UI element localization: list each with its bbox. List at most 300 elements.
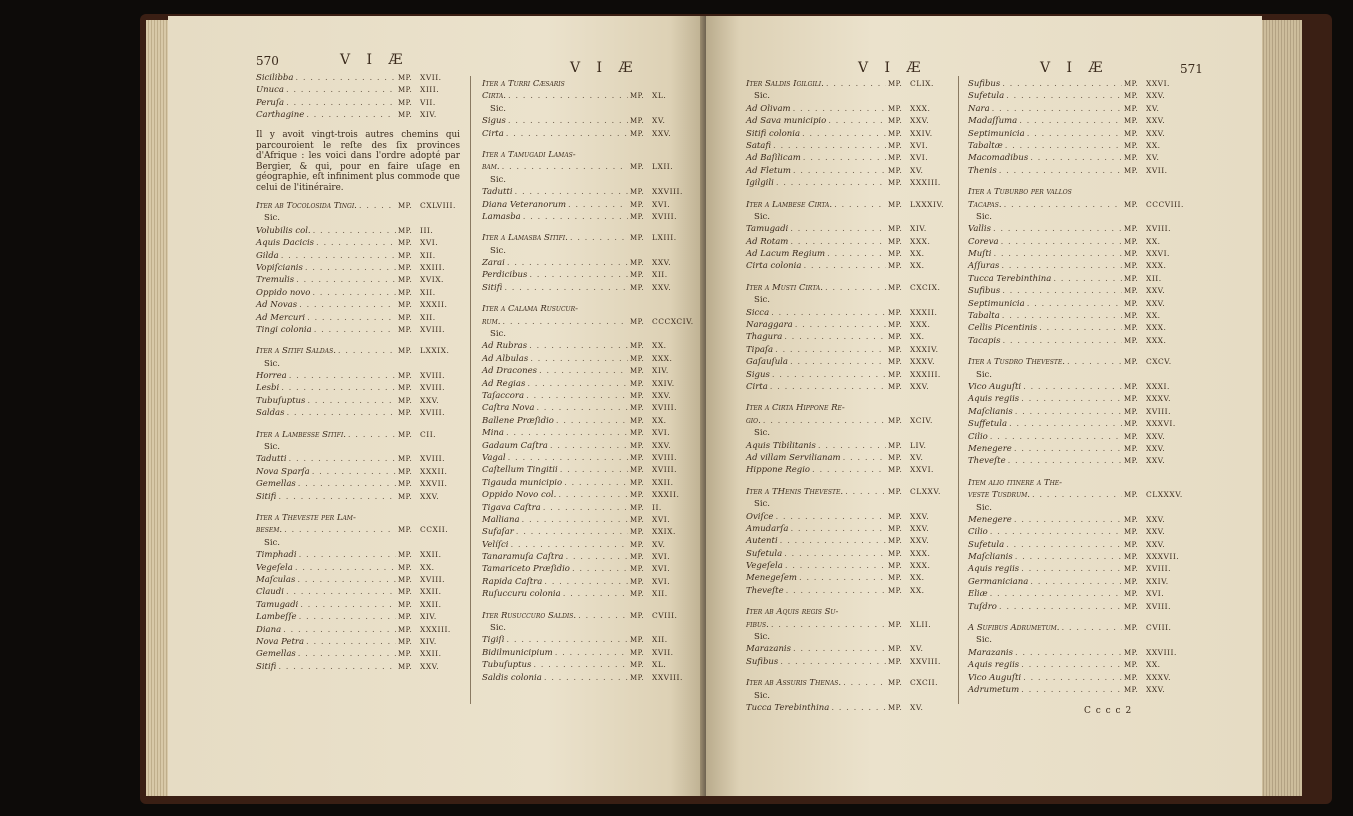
- place-name: Unuca: [256, 85, 284, 96]
- place-name: Caſtellum Tingitii: [482, 465, 558, 476]
- leader-dots: [1002, 78, 1122, 90]
- distance-value: XLII.: [910, 619, 932, 629]
- itinerary-row: [256, 324, 460, 336]
- place-name: Iter a Lambesse Sitifi.: [256, 429, 346, 440]
- route-title-total: [482, 232, 692, 244]
- itinerary-row: [482, 269, 692, 281]
- mp-abbrev: MP.: [630, 379, 645, 388]
- distance-value: XXV.: [652, 258, 672, 268]
- route-gap: [968, 347, 1186, 356]
- leader-dots: [775, 511, 886, 523]
- place-name: Satafi: [746, 140, 772, 151]
- itinerary-row: [746, 223, 950, 235]
- leader-dots: [527, 378, 628, 390]
- place-name: Tuſdro: [968, 601, 997, 612]
- place-name: Marazanis: [746, 644, 792, 655]
- itinerary-row: [482, 199, 692, 211]
- distance-value: XVI.: [652, 199, 671, 209]
- itinerary-row: [968, 431, 1186, 443]
- sic-label: Sic.: [264, 358, 281, 369]
- place-name: Sufibus: [746, 656, 779, 667]
- itinerary-row: [746, 103, 950, 115]
- leader-dots: [297, 574, 396, 586]
- leader-dots: [1014, 443, 1122, 455]
- place-name: Ad Lacum Regium: [746, 249, 826, 260]
- mp-abbrev: MP.: [630, 92, 645, 101]
- mp-abbrev: MP.: [1124, 336, 1139, 345]
- leader-dots: [506, 427, 628, 439]
- distance-value: XX.: [910, 261, 925, 271]
- place-name: Aſſuras: [968, 261, 1000, 272]
- mp-abbrev: MP.: [398, 396, 413, 405]
- distance-value: XXX.: [910, 103, 931, 113]
- leader-dots: [1067, 356, 1122, 368]
- distance-value: LXIII.: [652, 233, 677, 243]
- itinerary-row: [482, 477, 692, 489]
- mp-abbrev: MP.: [1124, 287, 1139, 296]
- mp-abbrev: MP.: [1124, 420, 1139, 429]
- leader-dots: [510, 539, 628, 551]
- place-name: Vopiſcianis: [256, 262, 303, 273]
- place-name: Iter a Sitifi Saldas.: [256, 346, 336, 357]
- distance-value: LXXIX.: [420, 346, 450, 356]
- sic-label: Sic.: [754, 690, 771, 701]
- route-title-total: [256, 200, 460, 212]
- mp-abbrev: MP.: [630, 577, 645, 586]
- leader-dots: [289, 453, 396, 465]
- distance-value: XXII.: [420, 599, 442, 609]
- leader-dots: [790, 523, 886, 535]
- place-name: Thagura: [746, 332, 783, 343]
- route-title: [746, 606, 950, 618]
- leader-dots: [533, 659, 628, 671]
- distance-value: XXII.: [420, 587, 442, 597]
- itinerary-row: [256, 395, 460, 407]
- mp-abbrev: MP.: [1124, 565, 1139, 574]
- mp-abbrev: MP.: [398, 480, 413, 489]
- distance-value: XL.: [652, 91, 667, 101]
- place-name: Tigauda municipio: [482, 477, 563, 488]
- leader-dots: [296, 274, 396, 286]
- mp-abbrev: MP.: [1124, 141, 1139, 150]
- sic-label: Sic.: [490, 103, 507, 114]
- itinerary-row: [746, 381, 950, 393]
- leader-dots: [1021, 393, 1122, 405]
- distance-value: XXX.: [1146, 323, 1167, 333]
- distance-value: XVI.: [652, 564, 671, 574]
- leader-dots: [281, 250, 396, 262]
- distance-value: XCIV.: [910, 415, 933, 425]
- place-name: Gemellas: [256, 649, 296, 660]
- mp-abbrev: MP.: [888, 250, 903, 259]
- distance-value: CXCV.: [1146, 357, 1172, 367]
- mp-abbrev: MP.: [630, 404, 645, 413]
- distance-value: XXVI.: [910, 465, 934, 475]
- mp-abbrev: MP.: [888, 370, 903, 379]
- distance-value: XX.: [910, 585, 925, 595]
- mp-abbrev: MP.: [630, 342, 645, 351]
- itinerary-row: [256, 624, 460, 636]
- mp-abbrev: MP.: [398, 276, 413, 285]
- leader-dots: [1030, 152, 1122, 164]
- distance-value: CCCXCIV.: [652, 316, 694, 326]
- distance-value: CLXXV.: [910, 486, 941, 496]
- distance-value: XX.: [652, 341, 667, 351]
- place-name: Marazanis: [968, 647, 1014, 658]
- distance-value: III.: [420, 225, 434, 235]
- route-title-total: [968, 199, 1186, 211]
- route-gap: [746, 273, 950, 282]
- route-title-text: Item alio itinere a The-: [968, 477, 1063, 488]
- itinerary-row: [746, 319, 950, 331]
- running-head: V I Æ: [858, 60, 927, 76]
- leader-dots: [298, 478, 396, 490]
- mp-abbrev: MP.: [1124, 262, 1139, 271]
- mp-abbrev: MP.: [398, 226, 413, 235]
- distance-value: XXX.: [1146, 335, 1167, 345]
- leader-dots: [307, 395, 396, 407]
- mp-abbrev: MP.: [888, 620, 903, 629]
- mp-abbrev: MP.: [398, 384, 413, 393]
- sic-label: Sic.: [754, 295, 771, 306]
- distance-value: XVIII.: [652, 403, 678, 413]
- route-gap: [968, 613, 1186, 622]
- route-title-text: Iter a Calama Rusucur-: [482, 304, 578, 315]
- itinerary-row: [968, 236, 1186, 248]
- leader-dots: [1008, 455, 1122, 467]
- distance-value: CXCIX.: [910, 282, 941, 292]
- distance-value: XX.: [910, 249, 925, 259]
- mp-abbrev: MP.: [398, 492, 413, 501]
- distance-value: XXX.: [910, 236, 931, 246]
- itinerary-row: [256, 574, 460, 586]
- leader-dots: [555, 647, 628, 659]
- route-title-total: [256, 524, 460, 536]
- itinerary-row: [482, 539, 692, 551]
- mp-abbrev: MP.: [398, 409, 413, 418]
- place-name: bam.: [482, 162, 500, 173]
- itinerary-row: [256, 636, 460, 648]
- mp-abbrev: MP.: [888, 453, 903, 462]
- mp-abbrev: MP.: [1124, 200, 1139, 209]
- itinerary-row: [482, 551, 692, 563]
- itinerary-row: [256, 491, 460, 503]
- distance-value: XXXV.: [910, 357, 936, 367]
- distance-value: XXV.: [910, 511, 930, 521]
- route-gap: [746, 393, 950, 402]
- leader-dots: [1015, 551, 1122, 563]
- place-name: Madaſſuma: [968, 116, 1018, 127]
- distance-value: XXV.: [1146, 128, 1166, 138]
- place-name: Iter a Lamasba Sitifi.: [482, 233, 568, 244]
- leader-dots: [803, 260, 886, 272]
- distance-value: CLIX.: [910, 79, 934, 88]
- distance-value: XXV.: [1146, 514, 1166, 524]
- place-name: Tabalta: [968, 311, 1000, 322]
- place-name: Ad Baſilicam: [746, 153, 801, 164]
- mp-abbrev: MP.: [888, 358, 903, 367]
- mp-abbrev: MP.: [630, 540, 645, 549]
- place-name: Sigus: [746, 369, 770, 380]
- mp-abbrev: MP.: [398, 662, 413, 671]
- distance-value: XX.: [1146, 236, 1161, 246]
- itinerary-row: [968, 514, 1186, 526]
- mp-abbrev: MP.: [888, 141, 903, 150]
- leader-dots: [515, 186, 628, 198]
- sic-label: Sic.: [754, 211, 771, 222]
- distance-value: XXX.: [1146, 261, 1167, 271]
- itinerary-row: [256, 599, 460, 611]
- leader-dots: [508, 115, 628, 127]
- distance-value: XXX.: [910, 548, 931, 558]
- place-name: Oviſce: [746, 511, 774, 522]
- leader-dots: [785, 560, 886, 572]
- mp-abbrev: MP.: [1124, 250, 1139, 259]
- distance-value: XXX.: [910, 320, 931, 330]
- leader-dots: [772, 369, 886, 381]
- left-column-1-top: [256, 72, 460, 122]
- mp-abbrev: MP.: [1124, 661, 1139, 670]
- place-name: Ad Dracones: [482, 366, 537, 377]
- leader-dots: [1004, 199, 1122, 211]
- itinerary-row: [256, 466, 460, 478]
- leader-dots: [565, 551, 628, 563]
- route-title-total: [482, 610, 692, 622]
- mp-abbrev: MP.: [630, 661, 645, 670]
- place-name: Perdicibus: [482, 270, 528, 281]
- place-name: Vegeſela: [256, 562, 293, 573]
- sic-label: Sic.: [754, 632, 771, 643]
- mp-abbrev: MP.: [888, 512, 903, 521]
- distance-value: XXIX.: [652, 527, 676, 537]
- itinerary-row: [256, 274, 460, 286]
- distance-value: XVII.: [1146, 165, 1168, 175]
- leader-dots: [286, 407, 396, 419]
- route-gap: [968, 468, 1186, 477]
- place-name: Peruſa: [256, 97, 285, 108]
- route-gap: [482, 140, 692, 149]
- mp-abbrev: MP.: [888, 537, 903, 546]
- mp-abbrev: MP.: [1124, 154, 1139, 163]
- leader-dots: [305, 262, 396, 274]
- distance-value: XXXIV.: [910, 344, 939, 354]
- place-name: Zarai: [482, 258, 505, 269]
- distance-value: XXV.: [910, 381, 930, 391]
- route-title-total: [968, 489, 1186, 501]
- leader-dots: [550, 440, 628, 452]
- distance-value: XVIII.: [1146, 601, 1172, 611]
- itinerary-row: [968, 322, 1186, 334]
- leader-dots: [763, 415, 886, 427]
- leader-dots: [558, 489, 628, 501]
- mp-abbrev: MP.: [398, 625, 413, 634]
- place-name: Malliana: [482, 514, 520, 525]
- itinerary-row: [482, 440, 692, 452]
- itinerary-row: [968, 588, 1186, 600]
- mp-abbrev: MP.: [630, 259, 645, 268]
- place-name: Gadaum Caſtra: [482, 440, 548, 451]
- route-gap: [968, 177, 1186, 186]
- mp-abbrev: MP.: [398, 239, 413, 248]
- distance-value: XXV.: [1146, 431, 1166, 441]
- leader-dots: [314, 324, 396, 336]
- leader-dots: [526, 390, 628, 402]
- leader-dots: [529, 269, 628, 281]
- itinerary-row: [746, 307, 950, 319]
- mp-abbrev: MP.: [398, 372, 413, 381]
- place-name: Saldas: [256, 408, 285, 419]
- leader-dots: [1015, 647, 1122, 659]
- place-name: Aquis Dacicis: [256, 238, 315, 249]
- mp-abbrev: MP.: [398, 637, 413, 646]
- itinerary-row: [256, 478, 460, 490]
- distance-value: XXVII.: [420, 479, 448, 489]
- leader-dots: [1027, 298, 1122, 310]
- distance-value: CXCII.: [910, 678, 938, 688]
- leader-dots: [780, 656, 886, 668]
- distance-value: XVII.: [652, 647, 674, 657]
- itinerary-row: [482, 378, 692, 390]
- leader-dots: [826, 78, 886, 90]
- itinerary-row: [746, 452, 950, 464]
- place-name: Ad Olivam: [746, 103, 791, 114]
- distance-value: XXV.: [1146, 684, 1166, 694]
- mp-abbrev: MP.: [888, 129, 903, 138]
- distance-value: XVIII.: [420, 574, 446, 584]
- leader-dots: [348, 429, 396, 441]
- mp-abbrev: MP.: [398, 650, 413, 659]
- left-page: [168, 16, 708, 796]
- itinerary-row: [968, 684, 1186, 696]
- route-gap: [746, 597, 950, 606]
- distance-value: LXII.: [652, 162, 674, 172]
- leader-dots: [993, 248, 1122, 260]
- place-name: Cirta.: [482, 91, 506, 102]
- leader-dots: [828, 115, 886, 127]
- leader-dots: [530, 353, 628, 365]
- itinerary-row: [482, 672, 692, 684]
- mp-abbrev: MP.: [630, 503, 645, 512]
- itinerary-row: [256, 97, 460, 109]
- running-head: V I Æ: [1040, 60, 1109, 76]
- itinerary-row: [968, 335, 1186, 347]
- distance-value: XVI.: [652, 552, 671, 562]
- distance-value: XXV.: [652, 128, 672, 138]
- distance-value: XVIII.: [1146, 406, 1172, 416]
- itinerary-row: [256, 262, 460, 274]
- itinerary-row: [968, 601, 1186, 613]
- distance-value: XXV.: [1146, 91, 1166, 101]
- itinerary-row: [746, 464, 950, 476]
- leader-dots: [1019, 115, 1122, 127]
- place-name: Sufetula: [968, 539, 1005, 550]
- leader-dots: [508, 452, 628, 464]
- leader-dots: [1039, 322, 1122, 334]
- leader-dots: [1002, 335, 1122, 347]
- distance-value: XVIII.: [420, 454, 446, 464]
- mp-abbrev: MP.: [398, 588, 413, 597]
- itinerary-row: [256, 549, 460, 561]
- itinerary-row: [746, 152, 950, 164]
- place-name: Oppido novo: [256, 287, 311, 298]
- place-name: Tingi colonia: [256, 324, 312, 335]
- itinerary-row: [256, 299, 460, 311]
- place-name: Tucca Terebinthina: [968, 273, 1052, 284]
- place-name: Iter ab Assuris Thenas.: [746, 678, 842, 689]
- itinerary-row: [482, 489, 692, 501]
- place-name: Tadutti: [256, 454, 287, 465]
- leader-dots: [803, 152, 886, 164]
- mp-abbrev: MP.: [1124, 624, 1139, 633]
- leader-dots: [990, 526, 1122, 538]
- mp-abbrev: MP.: [1124, 407, 1139, 416]
- leader-dots: [1001, 260, 1122, 272]
- route-gap: [482, 223, 692, 232]
- distance-value: XXV.: [420, 395, 440, 405]
- mp-abbrev: MP.: [888, 549, 903, 558]
- distance-value: XXV.: [1146, 286, 1166, 296]
- sic-label: Sic.: [976, 635, 993, 646]
- route-gap: [746, 190, 950, 199]
- leader-dots: [1032, 489, 1122, 501]
- place-name: Adrumetum: [968, 684, 1020, 695]
- place-name: Vegeſela: [746, 561, 783, 572]
- mp-abbrev: MP.: [888, 466, 903, 475]
- mp-abbrev: MP.: [398, 347, 413, 356]
- place-name: Iter a Tusdro Theveste.: [968, 357, 1065, 368]
- leader-dots: [502, 161, 628, 173]
- place-name: Aquis regiis: [968, 564, 1020, 575]
- itinerary-row: [482, 353, 692, 365]
- mp-abbrev: MP.: [888, 487, 903, 496]
- itinerary-row: [256, 453, 460, 465]
- route-title-total: [746, 677, 950, 689]
- mp-abbrev: MP.: [398, 600, 413, 609]
- leader-dots: [843, 452, 886, 464]
- itinerary-row: [968, 103, 1186, 115]
- leader-dots: [523, 211, 628, 223]
- leader-dots: [504, 282, 628, 294]
- itinerary-row: [968, 647, 1186, 659]
- itinerary-row: [256, 611, 460, 623]
- sic-label: Sic.: [264, 213, 281, 224]
- itinerary-row: [746, 248, 950, 260]
- itinerary-row: [482, 502, 692, 514]
- leader-dots: [1023, 672, 1122, 684]
- distance-value: CII.: [420, 429, 437, 439]
- place-name: gio.: [746, 415, 761, 426]
- leader-dots: [1015, 406, 1122, 418]
- mp-abbrev: MP.: [1124, 166, 1139, 175]
- place-name: Thenis: [968, 165, 997, 176]
- itinerary-row: [256, 312, 460, 324]
- leader-dots: [564, 477, 628, 489]
- itinerary-row: [968, 672, 1186, 684]
- distance-value: XVII.: [420, 73, 442, 82]
- leader-dots: [313, 225, 396, 237]
- mp-abbrev: MP.: [888, 166, 903, 175]
- mp-abbrev: MP.: [1124, 225, 1139, 234]
- distance-value: XXX.: [910, 561, 931, 571]
- mp-abbrev: MP.: [630, 673, 645, 682]
- mp-abbrev: MP.: [1124, 80, 1139, 88]
- place-name: Ad Regias: [482, 378, 526, 389]
- mp-abbrev: MP.: [630, 117, 645, 126]
- place-name: Gemellas: [256, 479, 296, 490]
- itinerary-row: [746, 369, 950, 381]
- distance-value: XX.: [652, 415, 667, 425]
- place-name: Tabaltæ: [968, 140, 1003, 151]
